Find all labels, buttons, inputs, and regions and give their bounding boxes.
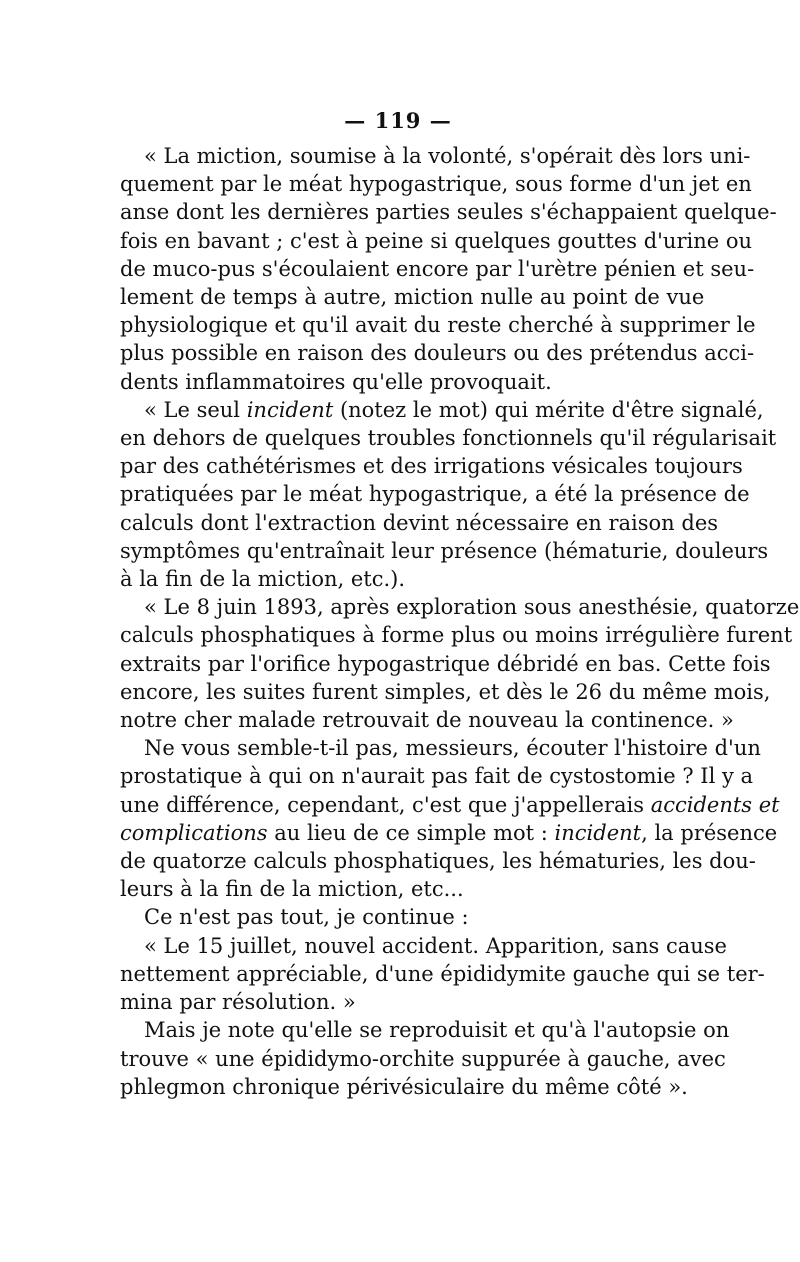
paragraph: [120, 142, 777, 396]
book-page: [120, 106, 800, 1101]
text-segment: « Le 15 juillet, nouvel accident. Apparition, sans cause: [144, 933, 727, 958]
text-segment: anse dont les dernières parties seules s'échappaient quelque-: [120, 200, 777, 225]
text-segment: Mais je note qu'elle se reproduisit et qu'à l'autopsie on: [144, 1018, 730, 1043]
text-segment: « La miction, soumise à la volonté, s'opérait dès lors uni-: [144, 144, 751, 168]
text-segment: , la présence: [641, 820, 778, 845]
text-segment: au lieu de ce simple mot :: [267, 820, 555, 845]
text-segment: accidents et: [650, 792, 780, 817]
text-line: [120, 932, 727, 960]
text-line: [120, 819, 778, 847]
text-segment: Ne vous semble-t-il pas, messieurs, écouter l'histoire d'un: [144, 736, 761, 761]
text-line: [120, 1016, 730, 1044]
text-segment: « Le 8 juin 1893, après exploration sous anesthésie, quatorze: [144, 595, 800, 620]
text-segment: leurs à la fin de la miction, etc...: [120, 877, 464, 902]
text-segment: plus possible en raison des douleurs ou des prétendus acci-: [120, 341, 755, 366]
text-segment: « Le seul: [144, 397, 247, 422]
text-segment: dents inflammatoires qu'elle provoquait.: [120, 369, 552, 394]
text-line: [120, 368, 676, 396]
text-line: [120, 537, 769, 565]
text-line: [120, 480, 750, 508]
text-line: [120, 424, 777, 452]
text-line: [120, 875, 676, 903]
text-segment: Ce n'est pas tout, je continue :: [144, 905, 469, 930]
text-segment: phlegmon chronique périvésiculaire du même côté ».: [120, 1074, 688, 1099]
text-segment: une différence, cependant, c'est que j'appellerais: [120, 792, 651, 817]
text-segment: à la fin de la miction, etc.).: [120, 567, 406, 592]
text-line: [120, 1073, 688, 1101]
text-line: [120, 734, 761, 762]
paragraph: [120, 734, 780, 903]
text-segment: prostatique à qui on n'aurait pas fait de cystostomie ? Il y a: [120, 764, 754, 789]
page-number: — 119 —: [344, 108, 452, 133]
text-line: [120, 903, 676, 931]
text-line: [120, 960, 765, 988]
text-segment: par des cathétérismes et des irrigations vésicales toujours: [120, 454, 743, 479]
text-line: [120, 283, 705, 311]
text-line: [120, 762, 754, 790]
text-line: [120, 339, 755, 367]
text-line: [120, 170, 752, 198]
paragraph: [120, 903, 676, 931]
text-segment: symptômes qu'entraînait leur présence (hématurie, douleurs: [120, 538, 769, 563]
text-line: [120, 678, 771, 706]
paragraph: [120, 396, 777, 593]
text-body: [120, 142, 800, 1101]
text-line: [120, 791, 780, 819]
text-segment: fois en bavant ; c'est à peine si quelques gouttes d'urine ou: [120, 228, 752, 253]
text-segment: extraits par l'orifice hypogastrique débridé en bas. Cette fois: [120, 651, 771, 676]
text-segment: encore, les suites furent simples, et dès le 26 du même mois,: [120, 679, 771, 704]
text-line: [120, 396, 764, 424]
text-line: [120, 311, 756, 339]
text-line: [120, 198, 777, 226]
text-line: [120, 650, 771, 678]
text-segment: (notez le mot) qui mérite d'être signalé,: [333, 397, 764, 422]
text-segment: mina par résolution. »: [120, 990, 356, 1015]
text-line: [120, 142, 751, 170]
paragraph: [120, 932, 765, 1017]
text-line: [120, 593, 800, 621]
text-line: [120, 1045, 726, 1073]
text-segment: incident: [554, 820, 642, 845]
text-segment: lement de temps à autre, miction nulle au point de vue: [120, 285, 705, 310]
text-line: [120, 988, 676, 1016]
text-line: [120, 706, 734, 734]
paragraph: [120, 1016, 730, 1101]
text-segment: en dehors de quelques troubles fonctionnels qu'il régularisait: [120, 426, 777, 451]
text-segment: pratiquées par le méat hypogastrique, a été la présence de: [120, 482, 750, 507]
text-segment: complications: [120, 820, 268, 845]
text-line: [120, 509, 719, 537]
text-segment: de quatorze calculs phosphatiques, les hématuries, les dou-: [120, 849, 756, 874]
text-segment: de muco-pus s'écoulaient encore par l'urètre pénien et seu-: [120, 256, 755, 281]
text-segment: calculs dont l'extraction devint nécessaire en raison des: [120, 510, 719, 535]
text-line: [120, 227, 752, 255]
text-line: [120, 847, 756, 875]
text-line: [120, 452, 743, 480]
text-segment: nettement appréciable, d'une épididymite gauche qui se ter-: [120, 961, 765, 986]
text-segment: physiologique et qu'il avait du reste cherché à supprimer le: [120, 313, 756, 338]
text-segment: notre cher malade retrouvait de nouveau la continence. »: [120, 708, 734, 733]
text-line: [120, 621, 793, 649]
text-line: [120, 565, 676, 593]
text-segment: quement par le méat hypogastrique, sous forme d'un jet en: [120, 172, 752, 197]
text-segment: trouve « une épididymo-orchite suppurée à gauche, avec: [120, 1046, 726, 1071]
text-line: [120, 255, 755, 283]
text-segment: incident: [246, 397, 334, 422]
text-segment: calculs phosphatiques à forme plus ou moins irrégulière furent: [120, 623, 793, 648]
paragraph: [120, 593, 800, 734]
